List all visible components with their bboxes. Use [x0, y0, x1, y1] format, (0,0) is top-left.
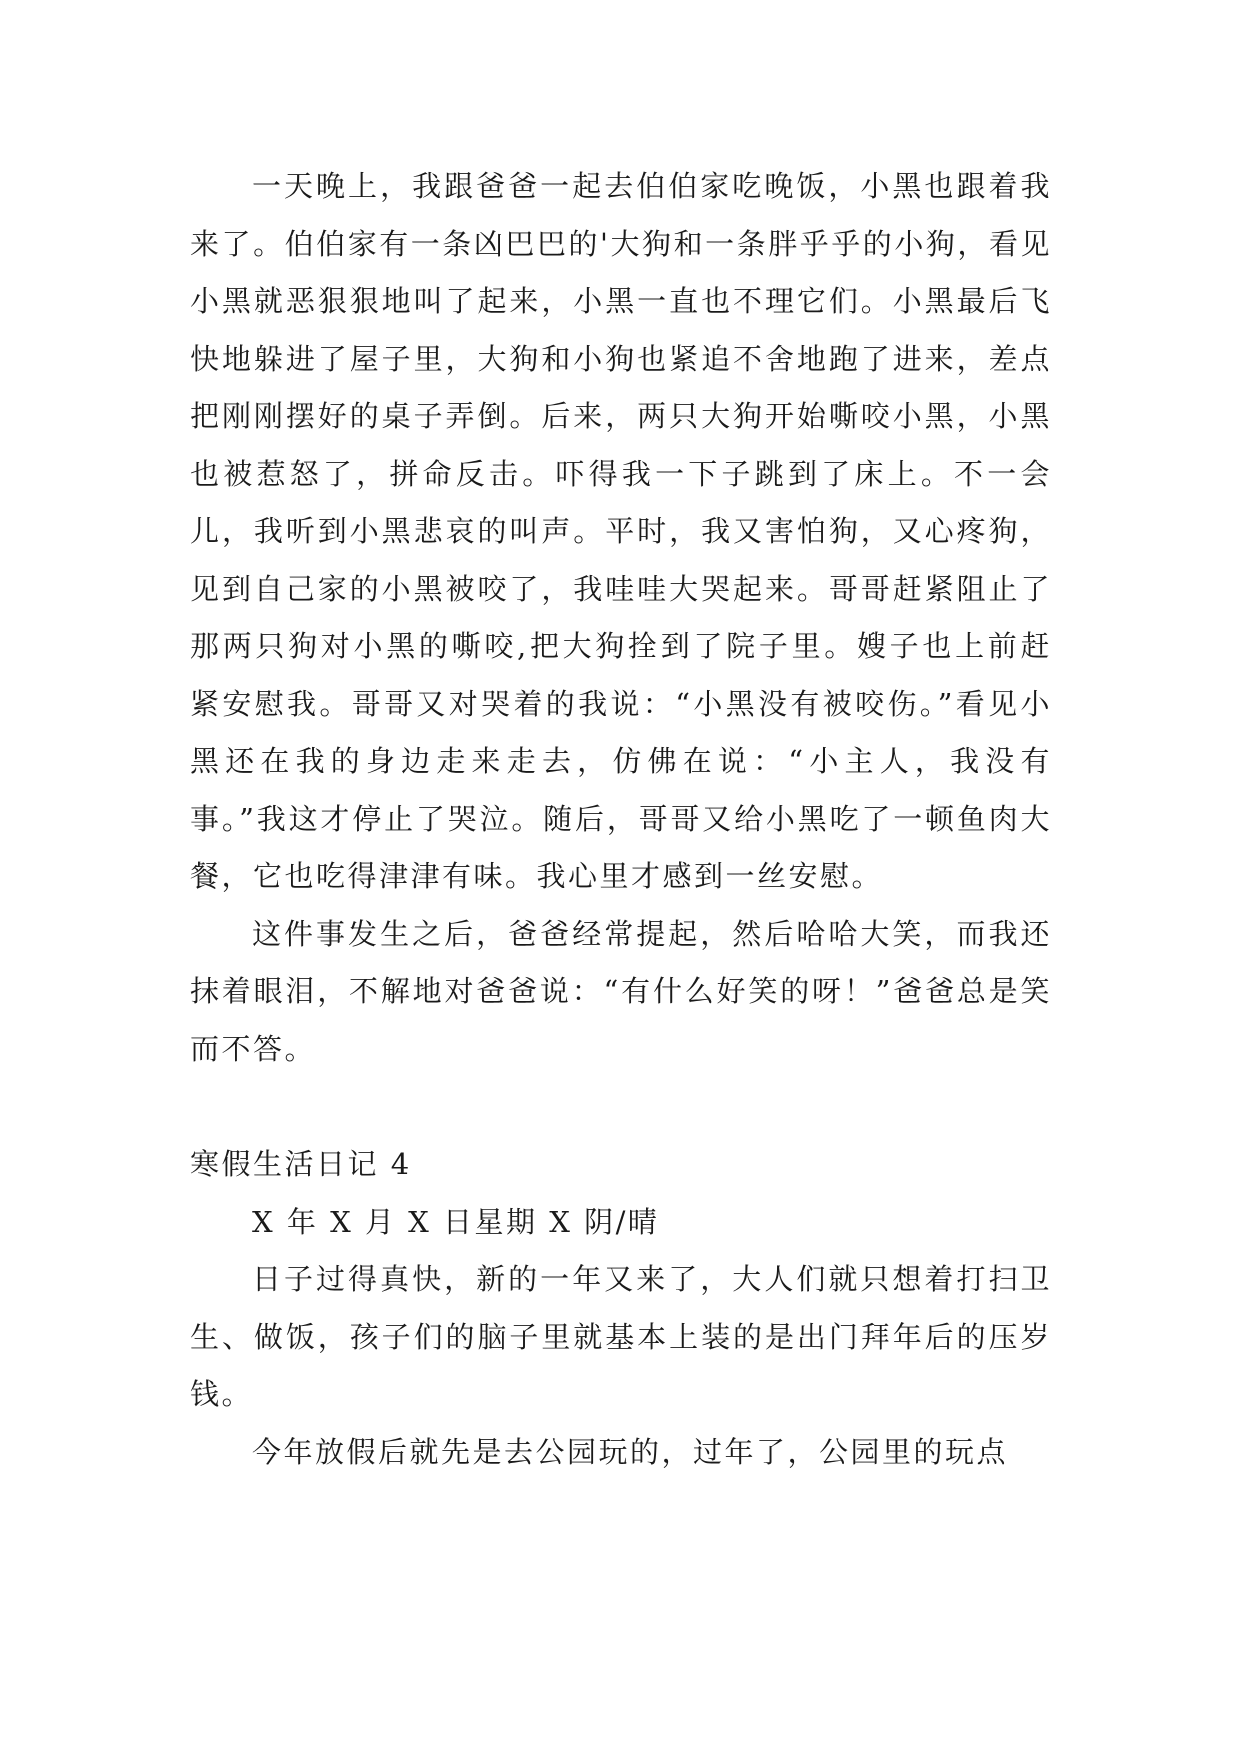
diary-dateline: X 年 X 月 X 日星期 X 阴/晴 [252, 1204, 660, 1239]
paragraph-aftermath: 这件事发生之后，爸爸经常提起，然后哈哈大笑，而我还抹着眼泪，不解地对爸爸说：“有什么好笑的呀！”爸爸总是笑而不答。 [190, 916, 1052, 1066]
paragraph-new-year: 日子过得真快，新的一年又来了，大人们就只想着打扫卫生、做饭，孩子们的脑子里就基本上装的是出门拜年后的压岁钱。 [190, 1262, 1052, 1411]
diary-heading: 寒假生活日记 4 [190, 1147, 412, 1181]
document-body [190, 158, 1052, 1481]
paragraph-park: 今年放假后就先是去公园玩的，过年了，公园里的玩点 [252, 1434, 1009, 1469]
paragraph-dog-fight: 一天晚上，我跟爸爸一起去伯伯家吃晚饭，小黑也跟着我来了。伯伯家有一条凶巴巴的'大狗和一条胖乎乎的小狗，看见小黑就恶狠狠地叫了起来，小黑一直也不理它们。小黑最后飞快地躲进了屋子里，大狗和小狗也紧追不舍地跑了进来，差点把刚刚摆好的桌子弄倒。后来，两只大狗开始嘶咬小黑，小黑也被惹怒了，拼命反击。吓得我一下子跳到了床上。不一会儿，我听到小黑悲哀的叫声。平时，我又害怕狗，又心疼狗，见到自己家的小黑被咬了，我哇哇大哭起来。哥哥赶紧阻止了那两只狗对小黑的嘶咬,把大狗拴到了院子里。嫂子也上前赶紧安慰我。哥哥又对哭着的我说：“小黑没有被咬伤。”看见小黑还在我的身边走来走去，仿佛在说：“小主人，我没有事。”我这才停止了哭泣。随后，哥哥又给小黑吃了一顿鱼肉大餐，它也吃得津津有味。我心里才感到一丝安慰。 [190, 169, 1052, 893]
